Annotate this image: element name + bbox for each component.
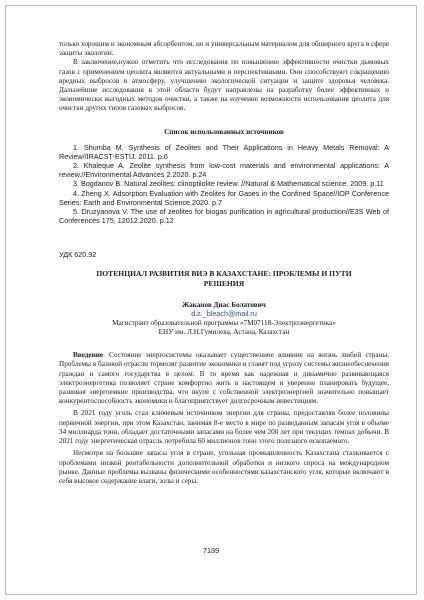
intro-paragraph-1: только хорошим и экономным абсорбентом, но и универсальным материалом для обширного круга в сфере защиты экологии. bbox=[59, 40, 389, 58]
body-paragraph-1 bbox=[59, 351, 389, 406]
body-paragraph-2: В 2021 году уголь стал ключевым источником энергии для страны, предоставляя более половины первичной энергии, при этом Казахстан, занимая 8-е место в мире по разведанным запасам угля в объеме 34 миллиарда тонн, обладает достаточными запасами на более чем 200 лет при текущих темпах добычи. В 2021 году энергетическая отрасль потребила 60 миллионов тонн этого полезного ископаемого. bbox=[59, 409, 389, 446]
page-content bbox=[59, 40, 389, 486]
body-paragraph-3: Несмотря на большие запасы угля в стране, угольная промышленность Казахстана сталкивается с проблемами низкой рентабельности дополнительной обработки и низкого спроса на международном рынке. Данные проблемы вызваны физическими особенностями казахстанского угля, которые включают в себя высокое содержание влаги, золы и серы. bbox=[59, 449, 389, 485]
document-page bbox=[5, 5, 417, 595]
intro-label: Введение bbox=[73, 351, 104, 360]
references-list bbox=[59, 143, 389, 226]
reference-item: 5. Druzyanova V. The use of zeolites for biogas purification in agricultural production//E3S Web of Conferences 175, 12012.2020. p.12 bbox=[59, 207, 389, 226]
author-affiliation-university: ЕНУ им. Л.Н.Гумилева, Астана, Казахстан bbox=[158, 328, 290, 337]
intro-paragraph-2: В заключение,нужно отметить что исследования по повышению эффективности очистки дымовых газов с применением цеолита являются актуальными и перспективными. Они способствуют сокращению вредных выбросов в атмосферу, улучшению экологической ситуации и защите здоровья человека. Дальнейшие исследования в этой области будут направлены на разработку более эффективных и экономически выгодных методов очистки, а также на изучение возможности использования цеолита для очистки других типов газовых выбросов. bbox=[59, 58, 389, 113]
udk-code: УДК 620.92 bbox=[59, 250, 97, 260]
reference-item: 2. Khaleque A. Zeolite synthesis from low-cost materials and environmental applications: A review.//Environmental Advances 2.2020. p.24 bbox=[59, 161, 389, 180]
reference-item: 1. Shumba M. Synthesis of Zeolites and Their Applications in Heavy Metals Removal: A Review//IRACST-ESTIJ. 2011. p.6 bbox=[59, 142, 389, 161]
body-paragraph-1-text: . Состояние энергосистемы оказывает существенное влияние на жизнь любой страны. Проблемы в базовой отрасли тормозят развитие экономики и ставят под угрозу системы жизнеобеспечения граждан и самого государства в целом. В то время как надежная и динамично развивающаяся электроэнергетика позволяет стране комфортно жить в настоящем и уверенно планировать будущее, развивая энергоемкие производства, что вкупе с собственной электроэнергией значительно повышает конкурентоспособность экономики и благоприятствует долгосрочным инвестициям. bbox=[59, 351, 389, 406]
author-email-link[interactable]: d.z._bleach@mail.ru bbox=[191, 309, 257, 319]
author-affiliation-program: Магистрант образовательной программы «7М07118-Электроэнергетика» bbox=[112, 318, 336, 327]
reference-item: 3. Bogdanov B. Natural zeolites: clinoptilolite review. //Natural & Mathematical science. 2009. p.11 bbox=[73, 179, 384, 189]
page-number: 7139 bbox=[203, 546, 219, 555]
reference-item: 4. Zheng X. Adsorption Evaluation with Zeolites for Gases in the Confined Space//IOP Conference Series: Earth and Environmental Science.2020. p.7 bbox=[59, 188, 389, 207]
author-name: Жаканов Диас Болатович bbox=[182, 301, 266, 310]
article-title: ПОТЕНЦИАЛ РАЗВИТИЯ ВИЭ В КАЗАХСТАНЕ: ПРОБЛЕМЫ И ПУТИ РЕШЕНИЯ bbox=[96, 269, 352, 288]
references-heading: Список использованных источников bbox=[164, 127, 284, 136]
article-body bbox=[59, 351, 389, 486]
